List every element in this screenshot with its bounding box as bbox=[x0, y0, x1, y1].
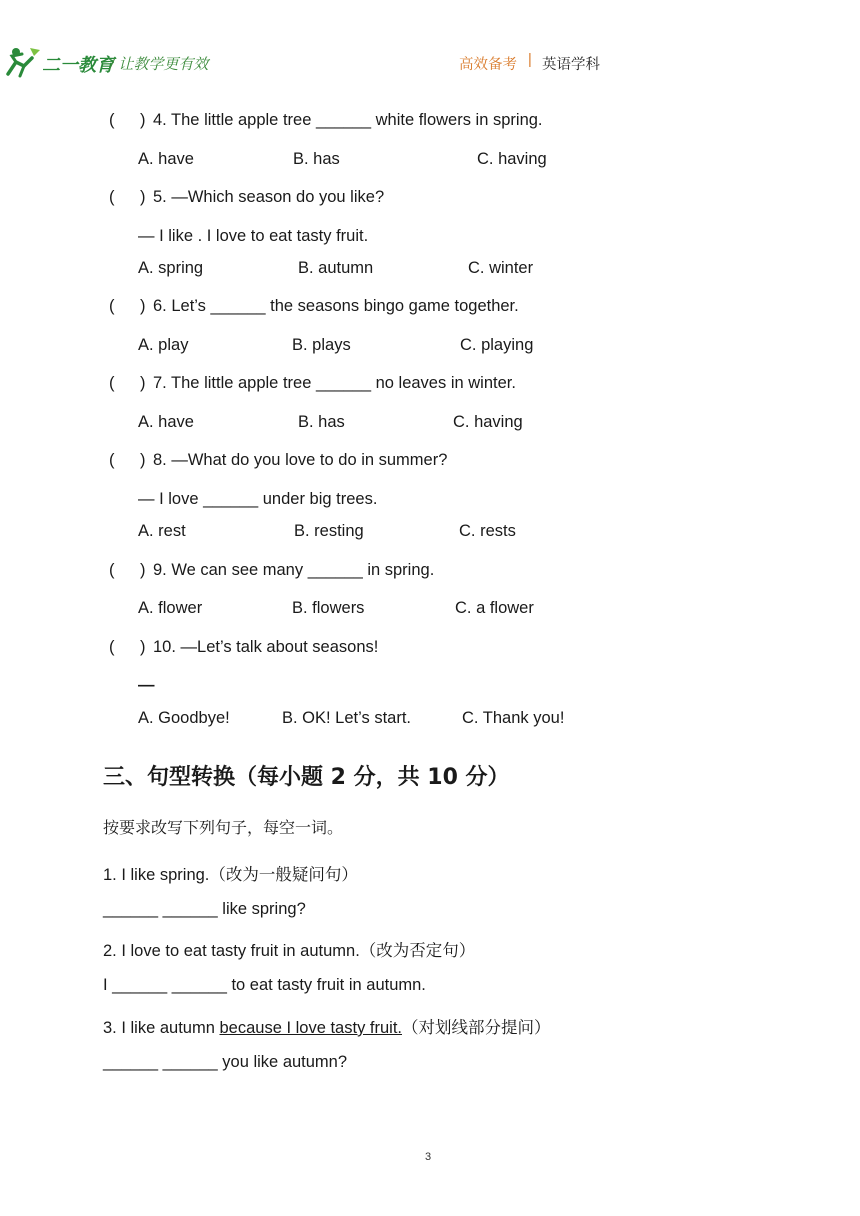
rewrite-item-text: 3. I like autumn bbox=[103, 1019, 220, 1037]
runner-logo-icon bbox=[4, 44, 44, 80]
answer-paren-open: ( bbox=[109, 374, 115, 392]
answer-paren-open: ( bbox=[109, 297, 115, 315]
page-number: 3 bbox=[425, 1151, 432, 1163]
option-c: C. Thank you! bbox=[462, 709, 565, 727]
answer-paren-open: ( bbox=[109, 111, 115, 129]
question-stem: 7. The little apple tree ______ no leaves in winter. bbox=[153, 374, 516, 392]
rewrite-item-instruction: （对划线部分提问） bbox=[402, 1019, 551, 1037]
option-b: B. plays bbox=[292, 336, 351, 354]
option-c: C. rests bbox=[459, 522, 516, 540]
question-stem: 4. The little apple tree ______ white flowers in spring. bbox=[153, 111, 543, 129]
question-line2: — I like . I love to eat tasty fruit. bbox=[138, 227, 369, 245]
option-b: B. has bbox=[298, 413, 345, 431]
header-label: 高效备考 bbox=[459, 57, 517, 73]
option-a: A. flower bbox=[138, 599, 203, 617]
option-b: B. autumn bbox=[298, 259, 374, 277]
answer-paren-close: ) bbox=[140, 297, 146, 315]
option-a: A. spring bbox=[138, 259, 204, 277]
rewrite-item bbox=[103, 1014, 551, 1038]
header-subject: 英语学科 bbox=[542, 57, 600, 73]
rewrite-answer-line: ______ ______ you like autumn? bbox=[103, 1053, 348, 1071]
option-b: B. flowers bbox=[292, 599, 365, 617]
option-c: C. having bbox=[477, 150, 547, 168]
answer-paren-open: ( bbox=[109, 638, 115, 656]
option-c: C. having bbox=[453, 413, 523, 431]
logo bbox=[4, 44, 114, 80]
option-b: B. has bbox=[293, 150, 340, 168]
question-stem: 10. —Let’s talk about seasons! bbox=[153, 638, 379, 656]
answer-paren-close: ) bbox=[140, 638, 146, 656]
answer-paren-open: ( bbox=[109, 451, 115, 469]
answer-paren-open: ( bbox=[109, 188, 115, 206]
rewrite-answer-line: I ______ ______ to eat tasty fruit in autumn. bbox=[103, 976, 426, 994]
question-stem: 8. —What do you love to do in summer? bbox=[153, 451, 448, 469]
option-a: A. play bbox=[138, 336, 189, 354]
answer-paren-close: ) bbox=[140, 451, 146, 469]
header-slogan: / 让教学更有效 bbox=[110, 56, 209, 73]
rewrite-item: 1. I like spring.（改为一般疑问句） bbox=[103, 866, 358, 884]
option-c: C. playing bbox=[460, 336, 534, 354]
underlined-phrase: because I love tasty fruit. bbox=[219, 1019, 402, 1037]
option-a: A. rest bbox=[138, 522, 186, 540]
rewrite-item: 2. I love to eat tasty fruit in autumn.（改为否定句） bbox=[103, 942, 476, 960]
answer-paren-close: ) bbox=[140, 374, 146, 392]
logo-text: 二一教育 bbox=[42, 55, 114, 76]
question-line2: — bbox=[138, 676, 155, 694]
option-b: B. resting bbox=[294, 522, 364, 540]
answer-paren-close: ) bbox=[140, 111, 146, 129]
answer-paren-close: ) bbox=[140, 561, 146, 579]
answer-paren-open: ( bbox=[109, 561, 115, 579]
option-a: A. have bbox=[138, 150, 194, 168]
option-c: C. winter bbox=[468, 259, 534, 277]
answer-paren-close: ) bbox=[140, 188, 146, 206]
rewrite-answer-line: ______ ______ like spring? bbox=[103, 900, 306, 918]
question-stem: 9. We can see many ______ in spring. bbox=[153, 561, 435, 579]
question-stem: 6. Let’s ______ the seasons bingo game together. bbox=[153, 297, 519, 315]
section-title: 三、句型转换（每小题 2 分，共 10 分） bbox=[103, 765, 510, 790]
option-c: C. a flower bbox=[455, 599, 534, 617]
section-instruction: 按要求改写下列句子，每空一词。 bbox=[103, 820, 344, 837]
question-stem: 5. —Which season do you like? bbox=[153, 188, 385, 206]
option-b: B. OK! Let’s start. bbox=[282, 709, 411, 727]
header-separator: | bbox=[528, 52, 532, 68]
option-a: A. Goodbye! bbox=[138, 709, 230, 727]
option-a: A. have bbox=[138, 413, 194, 431]
question-line2: — I love ______ under big trees. bbox=[138, 490, 378, 508]
